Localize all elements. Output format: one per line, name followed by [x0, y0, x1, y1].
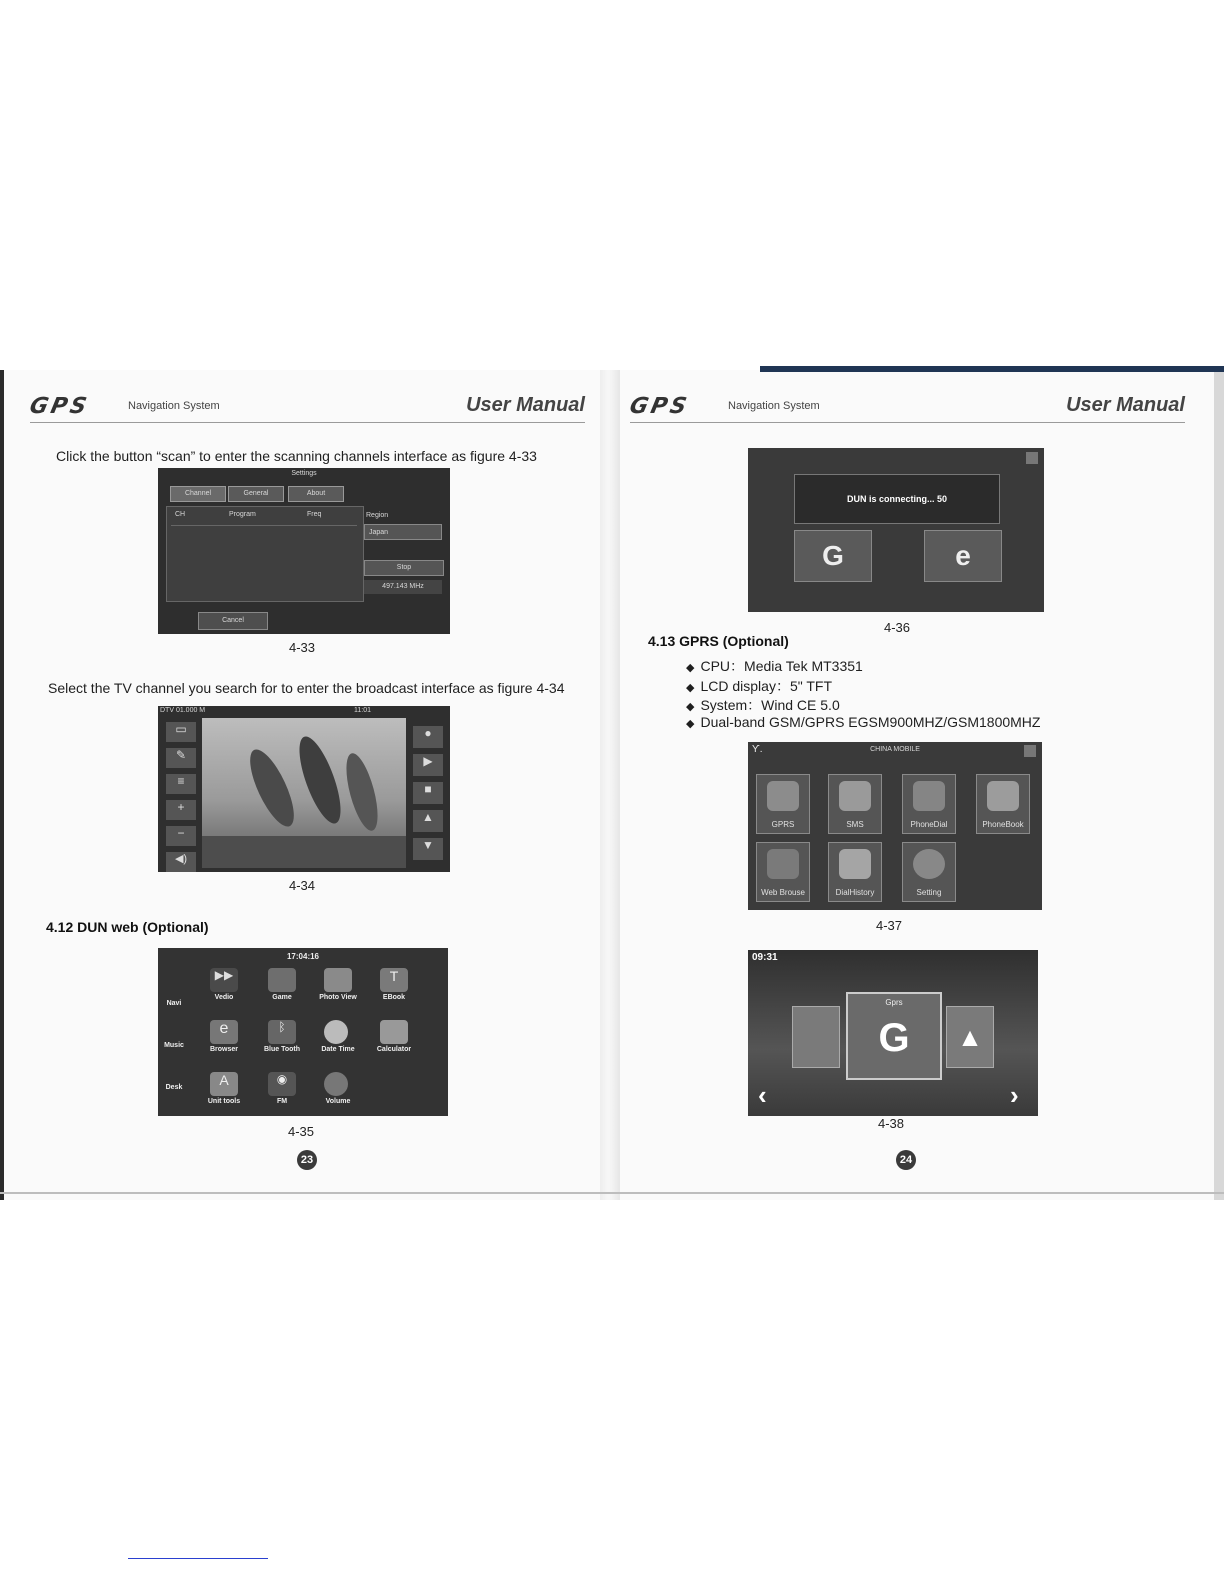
volume-icon[interactable]	[324, 1072, 348, 1096]
video-icon[interactable]: ▶▶	[210, 968, 238, 992]
stop-icon[interactable]: ■	[413, 782, 443, 804]
region-select[interactable]: Japan	[364, 524, 442, 540]
photo-view-icon[interactable]	[324, 968, 352, 992]
wrench-icon[interactable]: ✎	[166, 748, 196, 768]
tv-right-toolbar	[410, 720, 446, 868]
header-manual-title: User Manual	[466, 394, 585, 416]
calculator-icon[interactable]	[380, 1020, 408, 1044]
desktop-clock: 17:04:16	[286, 952, 320, 961]
bullet-diamond-icon: ◆	[686, 701, 695, 713]
app-label-game: Game	[272, 994, 292, 1001]
navigation-triangle-icon[interactable]: ▲	[946, 1006, 994, 1068]
select-channel-instruction: Select the TV channel you search for to enter the broadcast interface as figure 4-34	[48, 680, 565, 696]
app-label-vedio: Vedio	[214, 994, 234, 1001]
spec-lcd	[686, 676, 832, 696]
down-arrow-icon[interactable]: ▼	[413, 838, 443, 860]
spec-system	[686, 695, 840, 715]
tab-about[interactable]: About	[288, 486, 344, 502]
gprs-g-icon: G	[878, 1016, 910, 1060]
phonebook-icon	[987, 781, 1019, 811]
figure-4-35-desktop-screen	[158, 948, 448, 1116]
figure-4-33-settings-screen	[158, 468, 450, 634]
book-gutter	[600, 370, 620, 1200]
page-edge-right	[1214, 370, 1224, 1200]
fm-radio-icon[interactable]: ◉	[268, 1072, 296, 1096]
app-label-browser: Browser	[209, 1046, 238, 1053]
tile-dialhistory[interactable]	[828, 842, 882, 902]
stop-button[interactable]: Stop	[364, 560, 444, 576]
tab-general[interactable]: General	[228, 486, 284, 502]
cancel-button[interactable]: Cancel	[198, 612, 268, 630]
figure-caption-4-34: 4-34	[289, 878, 316, 893]
minus-icon[interactable]: −	[166, 826, 196, 846]
tile-phonedial[interactable]	[902, 774, 956, 834]
spec-band	[686, 714, 1040, 730]
header-rule	[30, 422, 585, 423]
play-icon[interactable]: ▶	[413, 754, 443, 776]
up-arrow-icon[interactable]: ▲	[413, 810, 443, 832]
spec-system-text: System：Wind CE 5.0	[700, 697, 840, 713]
page-edge-top-right	[760, 366, 1224, 372]
bullet-diamond-icon: ◆	[686, 662, 695, 674]
page-number-left: 23	[297, 1150, 317, 1170]
column-freq: Freq	[307, 511, 322, 518]
app-label-calculator: Calculator	[376, 1046, 412, 1053]
tile-label-setting: Setting	[916, 888, 942, 897]
spec-lcd-text: LCD display：5" TFT	[700, 678, 832, 694]
figure-4-37-phone-menu-screen	[748, 742, 1042, 910]
tile-label-phonedial: PhoneDial	[910, 820, 948, 829]
page-bottom-edge	[0, 1192, 1224, 1194]
header-subtitle-right: Navigation System	[728, 400, 820, 412]
figure-4-34-tv-screen	[158, 706, 450, 872]
app-label-unit-tools: Unit tools	[207, 1098, 241, 1105]
plus-icon[interactable]: +	[166, 800, 196, 820]
figure-4-36-dun-connecting-screen	[748, 448, 1044, 612]
spec-band-text: Dual-band GSM/GPRS EGSM900MHZ/GSM1800MHZ	[700, 714, 1041, 730]
exit-icon[interactable]	[1024, 745, 1036, 757]
region-label: Region	[366, 512, 389, 519]
figure-caption-4-37: 4-37	[876, 918, 903, 933]
gps-logo: GPS	[27, 394, 92, 419]
tile-label-web-brouse: Web Brouse	[761, 888, 805, 897]
bullet-diamond-icon: ◆	[686, 718, 695, 730]
tv-left-toolbar	[162, 720, 198, 868]
chevron-right-icon[interactable]: ›	[1010, 1080, 1019, 1110]
figure-caption-4-33: 4-33	[289, 640, 316, 655]
tv-status-channel: DTV 01.000 M	[160, 707, 206, 714]
app-label-blue-tooth: Blue Tooth	[263, 1046, 301, 1053]
header-subtitle: Navigation System	[128, 400, 220, 412]
clock-icon[interactable]	[324, 1020, 348, 1044]
browser-icon	[767, 849, 799, 879]
tile-gprs[interactable]	[756, 774, 810, 834]
gprs-g-icon[interactable]: G	[794, 530, 872, 582]
header-rule-right	[630, 422, 1185, 423]
unit-tools-icon[interactable]: A	[210, 1072, 238, 1096]
dial-history-icon	[839, 849, 871, 879]
column-program: Program	[229, 511, 256, 518]
spec-cpu	[686, 656, 863, 676]
signal-icon: Ƴ.	[752, 744, 763, 755]
figure-caption-4-38: 4-38	[878, 1116, 905, 1131]
spec-cpu-text: CPU：Media Tek MT3351	[700, 658, 863, 674]
bullet-diamond-icon: ◆	[686, 682, 695, 694]
figure-caption-4-36: 4-36	[884, 620, 911, 635]
gprs-icon	[767, 781, 799, 811]
gear-icon	[913, 849, 945, 879]
carrier-name: CHINA MOBILE	[870, 746, 920, 753]
page-edge-left	[0, 370, 4, 1200]
speaker-icon[interactable]: ◀)	[166, 852, 196, 872]
gps-logo-right: GPS	[627, 394, 692, 419]
right-header	[627, 392, 1185, 419]
bluetooth-icon[interactable]: ᛒ	[268, 1020, 296, 1044]
tv-video-frame	[202, 718, 406, 868]
ebook-icon[interactable]: T	[380, 968, 408, 992]
section-title-dun-web: 4.12 DUN web (Optional)	[46, 919, 209, 935]
tile-phonebook[interactable]	[976, 774, 1030, 834]
tile-sms[interactable]	[828, 774, 882, 834]
app-label-photo-view: Photo View	[319, 994, 357, 1001]
settings-title: Settings	[291, 470, 317, 477]
tile-label-sms: SMS	[846, 820, 864, 829]
carousel-card-label: Gprs	[885, 998, 903, 1007]
table-divider	[171, 525, 357, 526]
header-manual-title-right: User Manual	[1066, 394, 1185, 416]
tv-status-time: 11:01	[354, 707, 371, 714]
carousel-card-gprs[interactable]	[846, 992, 942, 1080]
link-underline	[128, 1558, 268, 1559]
browser-e-icon[interactable]: e	[924, 530, 1002, 582]
dun-status-dialog: DUN is connecting... 50	[794, 474, 1000, 524]
folder-icon[interactable]: ▭	[166, 722, 196, 742]
figure-caption-4-35: 4-35	[288, 1124, 315, 1139]
page-number-right: 24	[896, 1150, 916, 1170]
tab-channel[interactable]: Channel	[170, 486, 226, 502]
exit-icon[interactable]	[1026, 452, 1038, 464]
dolphins-image	[202, 718, 406, 868]
tile-web-brouse[interactable]	[756, 842, 810, 902]
phone-icon	[913, 781, 945, 811]
figure-4-38-gprs-carousel-screen	[748, 950, 1038, 1116]
app-label-volume: Volume	[325, 1098, 351, 1105]
tile-setting[interactable]	[902, 842, 956, 902]
carousel-card-left[interactable]	[792, 1006, 840, 1068]
envelope-icon	[839, 781, 871, 811]
section-title-gprs: 4.13 GPRS (Optional)	[648, 633, 789, 649]
tile-label-gprs: GPRS	[771, 820, 795, 829]
game-icon[interactable]	[268, 968, 296, 992]
chevron-left-icon[interactable]: ‹	[758, 1080, 767, 1110]
tile-label-dialhistory: DialHistory	[835, 888, 875, 897]
tile-label-phonebook: PhoneBook	[982, 820, 1024, 829]
column-ch: CH	[175, 511, 186, 518]
side-item-navi[interactable]: Navi	[166, 1000, 182, 1007]
channel-table	[166, 506, 364, 602]
frequency-readout: 497.143 MHz	[364, 580, 442, 594]
status-clock: 09:31	[752, 952, 778, 963]
scan-instruction: Click the button “scan” to enter the scanning channels interface as figure 4-33	[56, 448, 537, 464]
list-icon[interactable]: ≡	[166, 774, 196, 794]
left-header	[27, 392, 585, 419]
app-label-ebook: EBook	[382, 994, 406, 1001]
browser-icon[interactable]: e	[210, 1020, 238, 1044]
app-label-date-time: Date Time	[321, 1046, 355, 1053]
side-item-desk[interactable]: Desk	[165, 1084, 183, 1091]
side-item-music[interactable]: Music	[164, 1042, 184, 1049]
record-icon[interactable]: ●	[413, 726, 443, 748]
app-label-fm: FM	[276, 1098, 288, 1105]
